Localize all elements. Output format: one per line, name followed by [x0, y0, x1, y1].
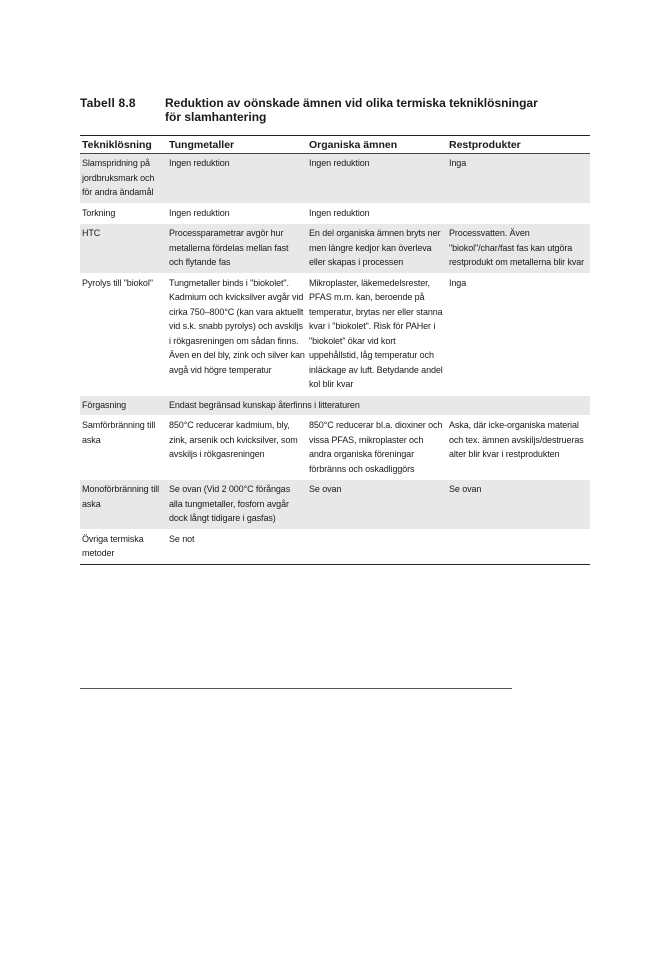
header-tungmetaller: Tungmetaller — [167, 136, 307, 154]
cell-residues: Inga — [447, 273, 590, 395]
cell-residues: Se ovan — [447, 480, 590, 530]
cell-organics: 850°C reducerar bl.a. dioxiner och vissa PFAS, mikroplaster och andra organiska föreningar förbränns och oskadliggörs — [307, 416, 447, 480]
cell-organics: En del organiska ämnen bryts ner men längre kedjor kan överleva eller skapas i processen — [307, 224, 447, 274]
table-row — [80, 154, 590, 204]
cell-residues: Processvatten. Även "biokol"/char/fast fas kan utgöra restprodukt om metallerna blir kvar — [447, 224, 590, 274]
header-tekniklosning: Tekniklösning — [80, 136, 167, 154]
cell-spanning-note: Endast begränsad kunskap återfinns i litteraturen — [167, 395, 590, 416]
table-header-row — [80, 136, 590, 154]
cell-metals: Se not — [167, 529, 307, 564]
cell-metals: Ingen reduktion — [167, 203, 307, 224]
cell-metals: Processparametrar avgör hur metallerna fördelas mellan fast och flytande fas — [167, 224, 307, 274]
header-organiska: Organiska ämnen — [307, 136, 447, 154]
table-row — [80, 273, 590, 395]
cell-organics — [307, 529, 447, 564]
table-row — [80, 224, 590, 274]
table-title: Reduktion av oönskade ämnen vid olika termiska tekniklösningar för slamhantering — [165, 96, 538, 124]
cell-metals: Se ovan (Vid 2 000°C förångas alla tungmetaller, fosforn avgår dock långt tidigare i gasfas) — [167, 480, 307, 530]
cell-residues — [447, 529, 590, 564]
cell-technique: Slamspridning på jordbruksmark och för andra ändamål — [80, 154, 167, 204]
header-restprodukter: Restprodukter — [447, 136, 590, 154]
table-caption — [80, 96, 560, 124]
table-row — [80, 203, 590, 224]
reduction-table — [80, 135, 590, 565]
cell-residues: Aska, där icke-organiska material och tex. ämnen avskiljs/destrueras alter blir kvar i restprodukten — [447, 416, 590, 480]
table-number: Tabell 8.8 — [80, 96, 136, 110]
cell-organics: Ingen reduktion — [307, 154, 447, 204]
cell-metals: 850°C reducerar kadmium, bly, zink, arsenik och kvicksilver, som avskiljs i rökgasreningen — [167, 416, 307, 480]
table-row — [80, 416, 590, 480]
cell-residues: Inga — [447, 154, 590, 204]
cell-technique: Förgasning — [80, 395, 167, 416]
cell-technique: Samförbränning till aska — [80, 416, 167, 480]
table-row — [80, 395, 590, 416]
cell-technique: Monoförbränning till aska — [80, 480, 167, 530]
cell-metals: Ingen reduktion — [167, 154, 307, 204]
cell-technique: Övriga termiska metoder — [80, 529, 167, 564]
cell-organics: Se ovan — [307, 480, 447, 530]
cell-technique: Torkning — [80, 203, 167, 224]
footnote-divider — [80, 688, 512, 689]
cell-residues — [447, 203, 590, 224]
cell-technique: Pyrolys till "biokol" — [80, 273, 167, 395]
cell-technique: HTC — [80, 224, 167, 274]
table-row — [80, 480, 590, 530]
cell-organics: Mikroplaster, läkemedelsrester, PFAS m.m. kan, beroende på temperatur, brytas ner eller stanna kvar i "biokolet". Risk för PAHer i "biokolet" ökar vid kort uppehållstid, låg temperatur och inläckage av luft. Betydande andel kol blir kvar — [307, 273, 447, 395]
table-row — [80, 529, 590, 564]
cell-organics: Ingen reduktion — [307, 203, 447, 224]
cell-metals: Tungmetaller binds i "biokolet". Kadmium och kvicksilver avgår vid cirka 750–800°C (kan vara aktuellt vid s.k. snabb pyrolys) och avskiljs i rökgasreningen om sådan finns. Även en del bly, zink och silver kan avgå vid högre temperatur — [167, 273, 307, 395]
